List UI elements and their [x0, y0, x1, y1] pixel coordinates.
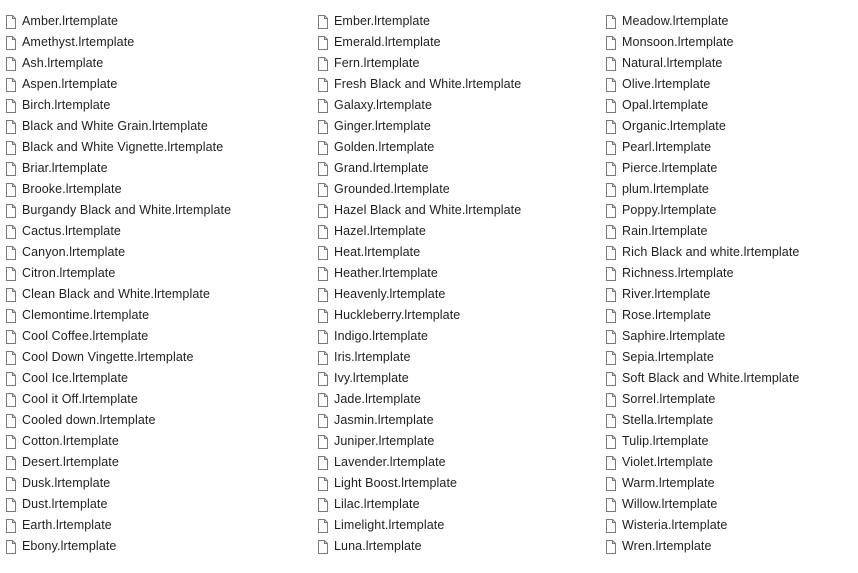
document-icon — [6, 57, 16, 71]
file-name: Luna.lrtemplate — [334, 539, 422, 553]
document-icon — [606, 36, 616, 50]
file-name: Cooled down.lrtemplate — [22, 413, 156, 427]
document-icon — [318, 309, 328, 323]
file-item[interactable] — [318, 242, 598, 263]
file-item[interactable] — [606, 242, 858, 263]
document-icon — [606, 141, 616, 155]
file-name: Tulip.lrtemplate — [622, 434, 709, 448]
document-icon — [318, 393, 328, 407]
file-item[interactable] — [6, 200, 286, 221]
document-icon — [606, 99, 616, 113]
file-name: Cool Coffee.lrtemplate — [22, 329, 149, 343]
document-icon — [318, 183, 328, 197]
document-icon — [318, 162, 328, 176]
document-icon — [318, 57, 328, 71]
file-item[interactable] — [318, 494, 598, 515]
file-name: Pearl.lrtemplate — [622, 140, 712, 154]
document-icon — [318, 15, 328, 29]
document-icon — [6, 435, 16, 449]
file-name: Fresh Black and White.lrtemplate — [334, 77, 522, 91]
file-item[interactable] — [6, 137, 286, 158]
document-icon — [6, 498, 16, 512]
file-name: Dusk.lrtemplate — [22, 476, 111, 490]
file-item[interactable] — [606, 95, 858, 116]
file-item[interactable] — [318, 179, 598, 200]
file-item[interactable] — [318, 116, 598, 137]
file-name: Fern.lrtemplate — [334, 56, 420, 70]
file-name: Wisteria.lrtemplate — [622, 518, 728, 532]
document-icon — [606, 309, 616, 323]
document-icon — [6, 519, 16, 533]
file-item[interactable] — [318, 32, 598, 53]
document-icon — [606, 225, 616, 239]
document-icon — [318, 498, 328, 512]
file-item[interactable] — [6, 263, 286, 284]
file-item[interactable] — [318, 326, 598, 347]
file-name: Light Boost.lrtemplate — [334, 476, 458, 490]
file-item[interactable] — [6, 74, 286, 95]
file-name: Jasmin.lrtemplate — [334, 413, 434, 427]
document-icon — [6, 162, 16, 176]
file-name: Ivy.lrtemplate — [334, 371, 409, 385]
file-name: Brooke.lrtemplate — [22, 182, 122, 196]
document-icon — [6, 267, 16, 281]
file-item[interactable] — [606, 494, 858, 515]
file-item[interactable] — [318, 74, 598, 95]
file-item[interactable] — [6, 305, 286, 326]
file-name: Ember.lrtemplate — [334, 14, 431, 28]
file-name: Meadow.lrtemplate — [622, 14, 729, 28]
file-item[interactable] — [6, 221, 286, 242]
document-icon — [606, 519, 616, 533]
file-item[interactable] — [318, 347, 598, 368]
file-name: Juniper.lrtemplate — [334, 434, 435, 448]
document-icon — [606, 540, 616, 554]
file-name: Briar.lrtemplate — [22, 161, 108, 175]
file-name: Grand.lrtemplate — [334, 161, 429, 175]
document-icon — [318, 78, 328, 92]
file-name: Cotton.lrtemplate — [22, 434, 119, 448]
file-item[interactable] — [318, 410, 598, 431]
document-icon — [318, 204, 328, 218]
file-name: Natural.lrtemplate — [622, 56, 723, 70]
file-column-3 — [606, 11, 858, 557]
file-name: Canyon.lrtemplate — [22, 245, 126, 259]
file-item[interactable] — [606, 473, 858, 494]
file-item[interactable] — [6, 431, 286, 452]
file-name: Rain.lrtemplate — [622, 224, 708, 238]
file-name: Monsoon.lrtemplate — [622, 35, 734, 49]
file-item[interactable] — [606, 305, 858, 326]
file-item[interactable] — [6, 347, 286, 368]
file-name: Heather.lrtemplate — [334, 266, 438, 280]
document-icon — [6, 477, 16, 491]
file-item[interactable] — [318, 11, 598, 32]
file-item[interactable] — [318, 368, 598, 389]
file-name: Golden.lrtemplate — [334, 140, 435, 154]
file-item[interactable] — [6, 158, 286, 179]
document-icon — [606, 288, 616, 302]
file-item[interactable] — [606, 137, 858, 158]
document-icon — [6, 225, 16, 239]
file-item[interactable] — [606, 53, 858, 74]
file-name: Saphire.lrtemplate — [622, 329, 726, 343]
file-item[interactable] — [318, 431, 598, 452]
document-icon — [606, 120, 616, 134]
file-item[interactable] — [318, 305, 598, 326]
document-icon — [318, 456, 328, 470]
file-name: Ginger.lrtemplate — [334, 119, 431, 133]
file-name: Cool Ice.lrtemplate — [22, 371, 129, 385]
file-name: Dust.lrtemplate — [22, 497, 108, 511]
document-icon — [606, 246, 616, 260]
file-item[interactable] — [318, 536, 598, 557]
file-item[interactable] — [606, 536, 858, 557]
file-name: Poppy.lrtemplate — [622, 203, 717, 217]
file-item[interactable] — [6, 11, 286, 32]
file-name: Aspen.lrtemplate — [22, 77, 118, 91]
document-icon — [6, 99, 16, 113]
file-item[interactable] — [606, 158, 858, 179]
file-item[interactable] — [6, 179, 286, 200]
file-item[interactable] — [6, 326, 286, 347]
document-icon — [6, 36, 16, 50]
file-item[interactable] — [606, 74, 858, 95]
file-name: Limelight.lrtemplate — [334, 518, 445, 532]
file-item[interactable] — [318, 53, 598, 74]
file-name: Sorrel.lrtemplate — [622, 392, 716, 406]
file-item[interactable] — [606, 116, 858, 137]
document-icon — [6, 393, 16, 407]
file-item[interactable] — [606, 326, 858, 347]
document-icon — [6, 120, 16, 134]
file-column-1 — [6, 11, 286, 557]
file-name: Huckleberry.lrtemplate — [334, 308, 461, 322]
file-item[interactable] — [606, 515, 858, 536]
document-icon — [606, 372, 616, 386]
file-item[interactable] — [606, 452, 858, 473]
file-item[interactable] — [606, 410, 858, 431]
document-icon — [6, 78, 16, 92]
file-item[interactable] — [6, 410, 286, 431]
file-name: Amethyst.lrtemplate — [22, 35, 135, 49]
document-icon — [318, 246, 328, 260]
file-name: Indigo.lrtemplate — [334, 329, 429, 343]
file-name: Hazel Black and White.lrtemplate — [334, 203, 522, 217]
document-icon — [318, 36, 328, 50]
document-icon — [606, 57, 616, 71]
file-name: Organic.lrtemplate — [622, 119, 726, 133]
file-item[interactable] — [6, 368, 286, 389]
document-icon — [606, 351, 616, 365]
document-icon — [606, 15, 616, 29]
file-name: Rose.lrtemplate — [622, 308, 712, 322]
document-icon — [6, 330, 16, 344]
document-icon — [6, 372, 16, 386]
document-icon — [606, 435, 616, 449]
file-name: Richness.lrtemplate — [622, 266, 734, 280]
document-icon — [606, 498, 616, 512]
document-icon — [6, 414, 16, 428]
file-name: Clemontime.lrtemplate — [22, 308, 150, 322]
file-item[interactable] — [606, 284, 858, 305]
file-name: Amber.lrtemplate — [22, 14, 119, 28]
file-name: Stella.lrtemplate — [622, 413, 714, 427]
file-item[interactable] — [318, 473, 598, 494]
file-item[interactable] — [606, 200, 858, 221]
document-icon — [606, 204, 616, 218]
document-icon — [318, 330, 328, 344]
file-item[interactable] — [6, 116, 286, 137]
file-item[interactable] — [6, 284, 286, 305]
file-item[interactable] — [318, 284, 598, 305]
document-icon — [6, 288, 16, 302]
document-icon — [318, 519, 328, 533]
file-item[interactable] — [6, 515, 286, 536]
file-item[interactable] — [318, 95, 598, 116]
file-item[interactable] — [606, 368, 858, 389]
document-icon — [606, 267, 616, 281]
document-icon — [318, 225, 328, 239]
file-column-2 — [318, 11, 598, 557]
file-item[interactable] — [6, 53, 286, 74]
file-item[interactable] — [6, 242, 286, 263]
document-icon — [6, 204, 16, 218]
document-icon — [6, 183, 16, 197]
file-name: Heat.lrtemplate — [334, 245, 421, 259]
file-item[interactable] — [606, 347, 858, 368]
file-item[interactable] — [318, 158, 598, 179]
document-icon — [606, 477, 616, 491]
document-icon — [606, 414, 616, 428]
document-icon — [6, 540, 16, 554]
file-name: Emerald.lrtemplate — [334, 35, 441, 49]
file-item[interactable] — [318, 200, 598, 221]
file-item[interactable] — [318, 263, 598, 284]
file-name: Warm.lrtemplate — [622, 476, 715, 490]
document-icon — [6, 351, 16, 365]
file-name: Lilac.lrtemplate — [334, 497, 420, 511]
document-icon — [318, 372, 328, 386]
file-item[interactable] — [606, 263, 858, 284]
file-name: Rich Black and white.lrtemplate — [622, 245, 800, 259]
file-name: Olive.lrtemplate — [622, 77, 711, 91]
document-icon — [606, 456, 616, 470]
file-item[interactable] — [6, 452, 286, 473]
file-item[interactable] — [606, 32, 858, 53]
file-name: Cactus.lrtemplate — [22, 224, 121, 238]
file-item[interactable] — [318, 452, 598, 473]
document-icon — [6, 15, 16, 29]
file-name: Grounded.lrtemplate — [334, 182, 450, 196]
file-name: Desert.lrtemplate — [22, 455, 119, 469]
file-item[interactable] — [6, 494, 286, 515]
file-name: Cool it Off.lrtemplate — [22, 392, 138, 406]
file-name: Cool Down Vingette.lrtemplate — [22, 350, 194, 364]
file-name: Clean Black and White.lrtemplate — [22, 287, 211, 301]
document-icon — [318, 477, 328, 491]
file-item[interactable] — [6, 32, 286, 53]
file-item[interactable] — [606, 431, 858, 452]
file-item[interactable] — [318, 221, 598, 242]
file-name: Willow.lrtemplate — [622, 497, 718, 511]
document-icon — [318, 141, 328, 155]
file-name: River.lrtemplate — [622, 287, 711, 301]
document-icon — [318, 351, 328, 365]
file-name: Opal.lrtemplate — [622, 98, 709, 112]
file-name: Iris.lrtemplate — [334, 350, 411, 364]
document-icon — [606, 393, 616, 407]
file-name: Pierce.lrtemplate — [622, 161, 718, 175]
document-icon — [6, 246, 16, 260]
file-name: Hazel.lrtemplate — [334, 224, 426, 238]
file-item[interactable] — [6, 536, 286, 557]
document-icon — [606, 78, 616, 92]
document-icon — [6, 456, 16, 470]
file-name: Sepia.lrtemplate — [622, 350, 714, 364]
file-item[interactable] — [606, 11, 858, 32]
file-name: Earth.lrtemplate — [22, 518, 112, 532]
file-name: Heavenly.lrtemplate — [334, 287, 446, 301]
file-name: plum.lrtemplate — [622, 182, 709, 196]
file-name: Citron.lrtemplate — [22, 266, 116, 280]
file-name: Wren.lrtemplate — [622, 539, 712, 553]
file-name: Burgandy Black and White.lrtemplate — [22, 203, 232, 217]
document-icon — [6, 309, 16, 323]
document-icon — [318, 288, 328, 302]
file-item[interactable] — [606, 179, 858, 200]
file-name: Ebony.lrtemplate — [22, 539, 117, 553]
file-name: Ash.lrtemplate — [22, 56, 104, 70]
file-name: Birch.lrtemplate — [22, 98, 111, 112]
file-item[interactable] — [606, 221, 858, 242]
document-icon — [318, 120, 328, 134]
document-icon — [318, 267, 328, 281]
file-item[interactable] — [318, 389, 598, 410]
file-name: Black and White Vignette.lrtemplate — [22, 140, 224, 154]
document-icon — [318, 414, 328, 428]
document-icon — [6, 141, 16, 155]
file-item[interactable] — [6, 473, 286, 494]
document-icon — [606, 162, 616, 176]
file-item[interactable] — [606, 389, 858, 410]
file-name: Jade.lrtemplate — [334, 392, 421, 406]
file-name: Black and White Grain.lrtemplate — [22, 119, 208, 133]
document-icon — [318, 540, 328, 554]
file-name: Galaxy.lrtemplate — [334, 98, 433, 112]
file-item[interactable] — [6, 389, 286, 410]
file-name: Violet.lrtemplate — [622, 455, 714, 469]
document-icon — [318, 435, 328, 449]
file-item[interactable] — [6, 95, 286, 116]
file-name: Lavender.lrtemplate — [334, 455, 446, 469]
file-name: Soft Black and White.lrtemplate — [622, 371, 800, 385]
document-icon — [606, 330, 616, 344]
document-icon — [606, 183, 616, 197]
document-icon — [318, 99, 328, 113]
file-item[interactable] — [318, 515, 598, 536]
file-item[interactable] — [318, 137, 598, 158]
